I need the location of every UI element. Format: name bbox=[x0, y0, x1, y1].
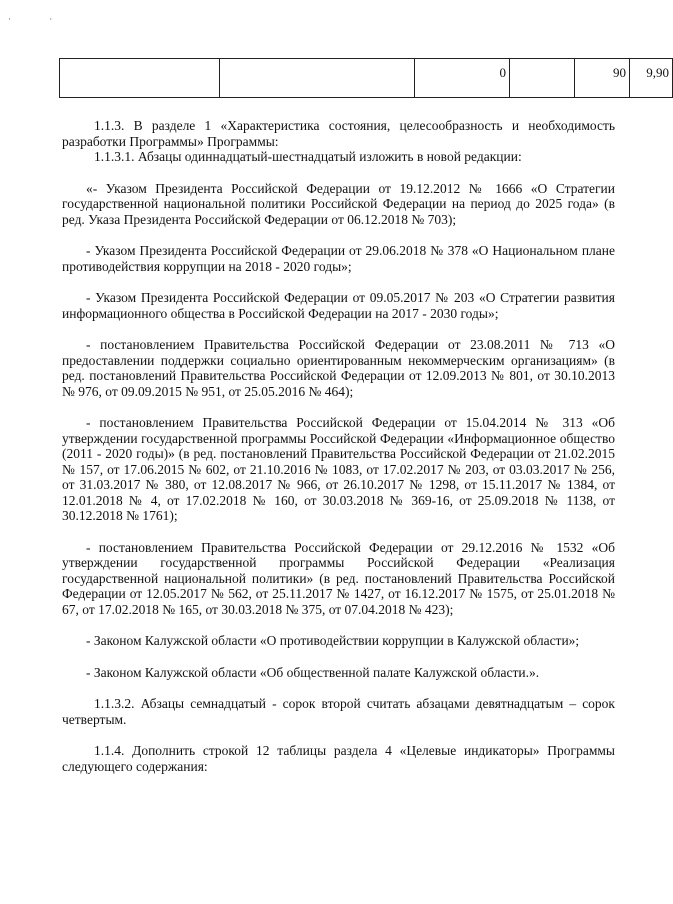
table-cell bbox=[220, 59, 415, 98]
table-row bbox=[60, 59, 673, 98]
list-item: - постановлением Правительства Российской Федерации от 15.04.2014 № 313 «Об утверждении государственной программы Российской Федерации «Информационное общество (2011 - 2020 годы)» (в ред. постановлений Правительства Российской Федерации от 21.02.2015 № 157, от 17.06.2015 № 602, от 21.10.2016 № 1083, от 17.02.2017 № 203, от 03.03.2017 № 256, от 31.03.2017 № 380, от 12.08.2017 № 966, от 26.10.2017 № 1298, от 15.11.2017 № 1384, от 12.01.2018 № 4, от 17.02.2018 № 160, от 30.03.2018 № 369-16, от 25.09.2018 № 1138, от 30.12.2018 № 1761); bbox=[62, 415, 615, 523]
document-body bbox=[62, 118, 615, 774]
scan-marks: · · bbox=[8, 14, 71, 24]
paragraph-1-1-3-1: 1.1.3.1. Абзацы одиннадцатый-шестнадцатый изложить в новой редакции: bbox=[94, 149, 522, 164]
table-cell bbox=[510, 59, 575, 98]
list-item: - Законом Калужской области «О противодействии коррупции в Калужской области»; bbox=[86, 633, 580, 648]
list-item: - Указом Президента Российской Федерации от 29.06.2018 № 378 «О Национальном плане противодействия коррупции на 2018 - 2020 годы»; bbox=[62, 243, 615, 274]
paragraph-1-1-4: 1.1.4. Дополнить строкой 12 таблицы раздела 4 «Целевые индикаторы» Программы следующего содержания: bbox=[62, 743, 615, 774]
paragraph-1-1-3-2: 1.1.3.2. Абзацы семнадцатый - сорок второй считать абзацами девятнадцатым – сорок четвертым. bbox=[62, 696, 615, 727]
list-item: - Законом Калужской области «Об общественной палате Калужской области.». bbox=[86, 664, 540, 680]
table-cell: 9,90 bbox=[630, 59, 673, 98]
paragraph-1-1-3: 1.1.3. В разделе 1 «Характеристика состояния, целесообразность и необходимость разработки Программы» Программы: bbox=[62, 118, 615, 149]
list-item: «- Указом Президента Российской Федерации от 19.12.2012 № 1666 «О Стратегии государственной национальной политики Российской Федерации на период до 2025 года» (в ред. Указа Президента Российской Федерации от 06.12.2018 № 703); bbox=[62, 180, 615, 227]
list-item: - постановлением Правительства Российской Федерации от 23.08.2011 № 713 «О предоставлении поддержки социально ориентированным некоммерческим организациям» (в ред. постановлений Правительства Российской Федерации от 12.09.2013 № 801, от 30.10.2013 № 976, от 09.09.2015 № 951, от 25.05.2016 № 464); bbox=[62, 337, 615, 399]
indicator-table-fragment bbox=[59, 58, 673, 98]
table-cell: 90 bbox=[575, 59, 630, 98]
table-cell: 0 bbox=[415, 59, 510, 98]
table-cell bbox=[60, 59, 220, 98]
list-item: - Указом Президента Российской Федерации от 09.05.2017 № 203 «О Стратегии развития информационного общества в Российской Федерации на 2017 - 2030 годы»; bbox=[62, 290, 615, 321]
list-item: - постановлением Правительства Российской Федерации от 29.12.2016 № 1532 «Об утверждении государственной программы Российской Федерации «Реализация государственной национальной политики» (в ред. постановлений Правительства Российской Федерации от 12.05.2017 № 562, от 25.11.2017 № 1427, от 16.12.2017 № 1575, от 25.01.2018 № 67, от 17.02.2018 № 165, от 30.03.2018 № 375, от 07.04.2018 № 423); bbox=[62, 539, 615, 617]
